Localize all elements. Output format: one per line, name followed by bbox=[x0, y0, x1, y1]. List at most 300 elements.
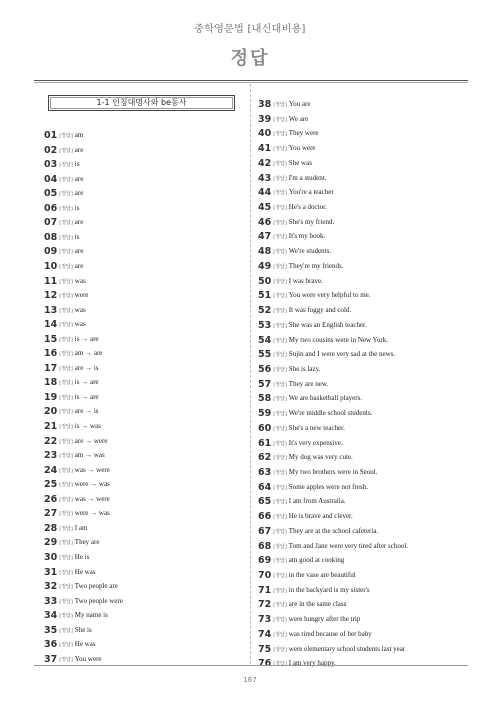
answer-item bbox=[258, 151, 312, 169]
top-rule bbox=[34, 80, 468, 81]
answer-tag: [정답] bbox=[59, 234, 73, 241]
answer-item bbox=[258, 519, 379, 537]
answer-item bbox=[44, 647, 102, 665]
answer-text: Sujin and I were very sad at the news. bbox=[288, 350, 396, 359]
answer-text: My two brothers were in Seoul. bbox=[288, 468, 378, 476]
answer-text: They are new. bbox=[288, 379, 329, 388]
answer-text: I am from Australia. bbox=[288, 497, 346, 506]
answer-text: I am very happy. bbox=[288, 659, 336, 668]
answer-item bbox=[258, 651, 336, 670]
answer-number: 24 bbox=[44, 464, 58, 476]
answer-text: was bbox=[74, 305, 86, 314]
answer-item bbox=[258, 431, 343, 449]
answer-number: 41 bbox=[258, 143, 272, 155]
answer-tag: [정답] bbox=[273, 631, 287, 638]
answer-tag: [정답] bbox=[59, 525, 73, 532]
answer-text: You were very helpful to me. bbox=[288, 291, 371, 300]
answer-text: was bbox=[74, 320, 86, 329]
answer-number: 63 bbox=[258, 467, 272, 478]
answer-item bbox=[44, 530, 100, 549]
answer-number: 21 bbox=[44, 421, 58, 432]
answer-number: 48 bbox=[258, 246, 272, 258]
answer-number: 32 bbox=[44, 581, 58, 593]
answer-number: 28 bbox=[44, 522, 58, 534]
answer-text: Two people are bbox=[74, 582, 118, 591]
answer-item bbox=[44, 239, 84, 258]
answer-item bbox=[258, 328, 388, 346]
answer-item bbox=[258, 195, 327, 214]
answer-tag: [정답] bbox=[273, 602, 287, 609]
answer-number: 51 bbox=[258, 290, 272, 302]
answer-item bbox=[44, 298, 86, 316]
answer-text: We are basketball players. bbox=[288, 394, 363, 403]
answer-text: are in the same class bbox=[288, 600, 347, 609]
answer-item bbox=[44, 414, 101, 432]
answer-tag: [정답] bbox=[59, 482, 73, 489]
answer-item bbox=[44, 269, 86, 287]
answer-number: 65 bbox=[258, 496, 272, 508]
bottom-rule bbox=[34, 665, 468, 666]
answer-text: She's my friend. bbox=[288, 217, 335, 226]
answer-text: We're students. bbox=[288, 247, 332, 256]
answer-tag: [정답] bbox=[273, 396, 287, 403]
answer-tag: [정답] bbox=[59, 322, 73, 329]
answer-item bbox=[258, 92, 311, 110]
answer-number: 30 bbox=[44, 551, 58, 563]
answer-text: He is brave and clever. bbox=[288, 512, 353, 521]
answer-tag: [정답] bbox=[273, 116, 287, 123]
answer-tag: [정답] bbox=[59, 438, 73, 445]
answer-text: Some apples were not fresh. bbox=[288, 482, 368, 491]
answer-number: 57 bbox=[258, 378, 272, 390]
answer-item bbox=[258, 210, 335, 228]
answer-text: are bbox=[74, 247, 84, 256]
answer-tag: [정답] bbox=[273, 470, 287, 476]
answer-tag: [정답] bbox=[59, 133, 73, 139]
answer-number: 69 bbox=[258, 555, 272, 567]
answer-text: were bbox=[74, 291, 89, 300]
page-title: 정답 bbox=[230, 48, 270, 69]
answer-tag: [정답] bbox=[273, 381, 287, 388]
answer-text: in the vase are beautiful bbox=[288, 571, 356, 580]
answer-number: 12 bbox=[44, 290, 58, 302]
answer-item bbox=[258, 107, 309, 125]
answer-text: am good at cooking bbox=[288, 556, 345, 565]
answer-tag: [정답] bbox=[273, 411, 287, 418]
answer-text: was bbox=[74, 276, 86, 285]
answer-number: 13 bbox=[44, 304, 58, 316]
answer-item bbox=[258, 298, 352, 317]
section-heading: 1-1 인칭대명사와 be동사 bbox=[96, 98, 187, 107]
answer-item bbox=[44, 181, 84, 200]
answer-number: 49 bbox=[258, 260, 272, 272]
answer-number: 23 bbox=[44, 450, 58, 462]
answer-tag: [정답] bbox=[59, 220, 73, 227]
answer-number: 67 bbox=[258, 525, 272, 537]
answer-tag: [정답] bbox=[59, 424, 73, 430]
answer-tag: [정답] bbox=[273, 484, 287, 491]
answer-item bbox=[258, 563, 356, 582]
answer-tag: [정답] bbox=[273, 278, 287, 285]
answer-number: 64 bbox=[258, 481, 272, 493]
answer-item bbox=[258, 607, 361, 626]
answer-item bbox=[44, 196, 80, 214]
answer-text: I am bbox=[74, 523, 88, 532]
answer-item bbox=[44, 123, 84, 141]
answer-text: My dog was very cute. bbox=[288, 453, 353, 462]
answer-text: He's a doctor. bbox=[288, 203, 327, 212]
answer-text: He is bbox=[74, 552, 90, 561]
answer-tag: [정답] bbox=[273, 646, 287, 653]
answer-text: I was brave. bbox=[288, 276, 323, 285]
answer-item bbox=[44, 152, 80, 171]
answer-item bbox=[44, 618, 92, 636]
answer-tag: [정답] bbox=[59, 467, 73, 474]
answer-number: 19 bbox=[44, 391, 58, 403]
answer-item bbox=[44, 399, 99, 418]
answer-number: 56 bbox=[258, 363, 272, 375]
answer-item bbox=[44, 210, 84, 229]
column-divider bbox=[250, 84, 251, 664]
answer-tag: [정답] bbox=[59, 162, 73, 169]
answer-tag: [정답] bbox=[59, 263, 73, 270]
answer-number: 04 bbox=[44, 173, 58, 185]
answer-number: 05 bbox=[44, 188, 58, 200]
answer-number: 35 bbox=[44, 624, 58, 636]
page-header bbox=[0, 20, 500, 70]
answer-tag: [정답] bbox=[59, 453, 73, 460]
answer-tag: [정답] bbox=[273, 337, 287, 344]
answer-number: 14 bbox=[44, 319, 58, 331]
answer-text: is → are bbox=[74, 392, 99, 401]
answer-item bbox=[44, 487, 110, 505]
answer-text: She is lazy. bbox=[288, 364, 321, 373]
answer-text: were elementary school students last year bbox=[288, 644, 406, 653]
answer-item bbox=[44, 167, 84, 185]
answer-item bbox=[258, 180, 334, 199]
answer-item bbox=[44, 327, 99, 345]
answer-number: 08 bbox=[44, 231, 58, 243]
answer-number: 36 bbox=[44, 639, 58, 651]
answer-text: She's a new teacher. bbox=[288, 423, 345, 432]
answer-number: 55 bbox=[258, 349, 272, 361]
answer-item bbox=[258, 166, 327, 184]
answer-item bbox=[44, 341, 103, 360]
answer-item bbox=[44, 429, 108, 447]
answer-tag: [정답] bbox=[59, 598, 73, 605]
answer-item bbox=[44, 472, 110, 491]
answer-text: We're middle school students. bbox=[288, 409, 373, 418]
answer-tag: [정답] bbox=[59, 351, 73, 358]
answer-number: 72 bbox=[258, 599, 272, 611]
answer-item bbox=[258, 622, 372, 640]
answer-item bbox=[258, 239, 332, 258]
answer-number: 01 bbox=[44, 130, 58, 141]
answer-text: are bbox=[74, 261, 84, 270]
answer-number: 25 bbox=[44, 479, 58, 491]
answer-number: 15 bbox=[44, 333, 58, 345]
answer-number: 43 bbox=[258, 172, 272, 184]
answer-tag: [정답] bbox=[273, 366, 287, 373]
answer-text: is bbox=[74, 232, 80, 241]
answer-item bbox=[44, 589, 123, 607]
answer-item bbox=[258, 401, 373, 420]
answer-text: She was bbox=[288, 158, 312, 167]
answer-number: 33 bbox=[44, 595, 58, 607]
answer-tag: [정답] bbox=[59, 380, 73, 387]
answer-number: 74 bbox=[258, 628, 272, 640]
answer-tag: [정답] bbox=[59, 613, 73, 620]
answer-tag: [정답] bbox=[59, 511, 73, 518]
answer-number: 34 bbox=[44, 610, 58, 622]
page-number: 167 bbox=[243, 676, 257, 684]
answer-text: is → are bbox=[74, 334, 99, 343]
answer-item bbox=[258, 460, 378, 478]
answer-tag: [정답] bbox=[59, 307, 73, 314]
answer-tag: [정답] bbox=[273, 175, 287, 182]
answer-tag: [정답] bbox=[273, 558, 287, 565]
answer-number: 20 bbox=[44, 406, 58, 418]
answer-item bbox=[44, 254, 84, 272]
answer-number: 07 bbox=[44, 217, 58, 229]
answer-item bbox=[44, 225, 80, 243]
answer-number: 45 bbox=[258, 202, 272, 214]
answer-number: 18 bbox=[44, 377, 58, 389]
answer-text: It was foggy and cold. bbox=[288, 306, 352, 315]
answer-number: 62 bbox=[258, 452, 272, 464]
answer-number: 68 bbox=[258, 540, 272, 552]
answer-number: 09 bbox=[44, 246, 58, 258]
answer-number: 38 bbox=[258, 99, 272, 110]
answer-text: They are bbox=[74, 538, 100, 547]
answer-tag: [정답] bbox=[273, 205, 287, 212]
answer-text: am bbox=[74, 131, 84, 139]
answer-number: 02 bbox=[44, 144, 58, 156]
answer-item bbox=[258, 445, 353, 464]
answer-text: Two people were bbox=[74, 596, 123, 605]
answer-tag: [정답] bbox=[59, 191, 73, 198]
answer-tag: [정답] bbox=[59, 656, 73, 663]
answer-tag: [정답] bbox=[59, 627, 73, 634]
section-heading-inner-border bbox=[50, 97, 233, 109]
answer-tag: [정답] bbox=[59, 293, 73, 300]
answer-tag: [정답] bbox=[59, 394, 73, 401]
answer-item bbox=[44, 545, 90, 563]
answer-number: 59 bbox=[258, 408, 272, 420]
answer-number: 58 bbox=[258, 393, 272, 405]
answer-text: He was bbox=[74, 567, 96, 576]
answer-number: 54 bbox=[258, 334, 272, 346]
answer-text: They're my friends. bbox=[288, 261, 344, 270]
answer-tag: [정답] bbox=[273, 293, 287, 300]
answer-number: 22 bbox=[44, 435, 58, 447]
answer-number: 73 bbox=[258, 614, 272, 626]
answer-text: Tom and Jane were very tired after school. bbox=[288, 541, 409, 550]
answer-tag: [정답] bbox=[273, 425, 287, 432]
answer-text: was → were bbox=[74, 465, 110, 474]
answer-text: am → are bbox=[74, 349, 103, 358]
answer-text: It's very expensive. bbox=[288, 438, 343, 447]
answer-text: are → is bbox=[74, 407, 99, 416]
answer-text: You were bbox=[288, 144, 316, 153]
answer-text: I'm a student. bbox=[288, 173, 327, 182]
answer-text: were hungry after the trip bbox=[288, 615, 361, 624]
answer-item bbox=[258, 342, 396, 361]
top-rule-secondary bbox=[34, 82, 468, 83]
answer-text: She is bbox=[74, 625, 92, 634]
answer-text: in the backyard is my sister's bbox=[288, 585, 370, 594]
answer-text: are bbox=[74, 189, 84, 198]
answer-text: is bbox=[74, 160, 80, 169]
answer-item bbox=[258, 357, 321, 375]
answer-tag: [정답] bbox=[273, 661, 287, 668]
answer-item bbox=[258, 489, 346, 508]
answer-number: 03 bbox=[44, 159, 58, 171]
answer-number: 11 bbox=[44, 275, 58, 287]
answer-item bbox=[44, 443, 105, 462]
answer-text: is bbox=[74, 203, 80, 212]
answer-tag: [정답] bbox=[273, 440, 287, 447]
answer-item bbox=[44, 356, 99, 374]
answer-number: 60 bbox=[258, 422, 272, 434]
answer-item bbox=[258, 386, 363, 405]
answer-tag: [정답] bbox=[59, 642, 73, 649]
answer-tag: [정답] bbox=[273, 322, 287, 329]
answer-number: 37 bbox=[44, 653, 58, 665]
book-subtitle: 중학영문법 [내신대비용] bbox=[194, 24, 306, 35]
answer-text: are bbox=[74, 174, 84, 183]
answer-tag: [정답] bbox=[273, 190, 287, 197]
answer-item bbox=[258, 592, 347, 611]
answer-tag: [정답] bbox=[273, 146, 287, 153]
answer-text: We are bbox=[288, 114, 309, 123]
answer-item bbox=[258, 475, 368, 493]
answer-number: 42 bbox=[258, 157, 272, 169]
answer-tag: [정답] bbox=[59, 147, 73, 154]
answer-tag: [정답] bbox=[273, 587, 287, 594]
answer-number: 76 bbox=[258, 658, 272, 670]
answer-text: was → were bbox=[74, 494, 110, 503]
answer-text: They are at the school cafeteria. bbox=[288, 526, 379, 535]
section-heading-box bbox=[48, 95, 235, 111]
answer-text: You were bbox=[74, 654, 102, 663]
answer-number: 10 bbox=[44, 260, 58, 272]
answer-text: is → was bbox=[74, 422, 101, 430]
answer-text: She was an English teacher. bbox=[288, 320, 367, 329]
answer-text: are bbox=[74, 145, 84, 154]
answer-text: He was bbox=[74, 640, 96, 649]
answer-number: 06 bbox=[44, 202, 58, 214]
answer-tag: [정답] bbox=[273, 219, 287, 226]
answer-item bbox=[258, 578, 370, 596]
answer-item bbox=[258, 313, 367, 331]
answer-number: 50 bbox=[258, 275, 272, 287]
answer-text: It's my book. bbox=[288, 232, 326, 241]
answer-number: 16 bbox=[44, 348, 58, 360]
answer-number: 46 bbox=[258, 216, 272, 228]
answer-text: were → was bbox=[74, 480, 110, 489]
answer-number: 27 bbox=[44, 508, 58, 520]
answer-tag: [정답] bbox=[273, 528, 287, 535]
answer-number: 75 bbox=[258, 643, 272, 655]
answer-tag: [정답] bbox=[59, 249, 73, 256]
answer-number: 40 bbox=[258, 128, 272, 140]
answer-item bbox=[44, 370, 99, 389]
answer-text: are → is bbox=[74, 363, 99, 372]
answer-item bbox=[44, 560, 96, 578]
answer-tag: [정답] bbox=[59, 336, 73, 343]
answer-tag: [정답] bbox=[273, 234, 287, 241]
answer-item bbox=[258, 283, 371, 302]
answer-item bbox=[44, 603, 108, 622]
answer-item bbox=[258, 416, 345, 434]
answer-number: 53 bbox=[258, 319, 272, 331]
answer-item bbox=[44, 574, 118, 593]
answer-tag: [정답] bbox=[273, 352, 287, 359]
answer-text: are bbox=[74, 218, 84, 227]
answer-number: 17 bbox=[44, 362, 58, 374]
answer-tag: [정답] bbox=[273, 160, 287, 167]
answer-tag: [정답] bbox=[273, 263, 287, 270]
answer-item bbox=[44, 138, 84, 156]
answer-item bbox=[258, 504, 353, 523]
answer-number: 52 bbox=[258, 305, 272, 317]
answer-tag: [정답] bbox=[59, 496, 73, 503]
answer-item bbox=[44, 312, 86, 331]
answer-tag: [정답] bbox=[59, 540, 73, 547]
answer-tag: [정답] bbox=[273, 102, 287, 108]
answer-tag: [정답] bbox=[59, 278, 73, 285]
answer-item bbox=[258, 637, 406, 655]
answer-item bbox=[44, 516, 88, 534]
answer-number: 39 bbox=[258, 113, 272, 125]
answer-text: You are bbox=[288, 100, 311, 108]
answer-tag: [정답] bbox=[273, 573, 287, 580]
answer-number: 61 bbox=[258, 437, 272, 449]
answer-item bbox=[258, 136, 316, 155]
answer-text: am → was bbox=[74, 451, 105, 460]
answer-tag: [정답] bbox=[273, 543, 287, 550]
answer-tag: [정답] bbox=[59, 205, 73, 212]
answer-item bbox=[258, 254, 344, 272]
answer-tag: [정답] bbox=[59, 569, 73, 576]
answer-tag: [정답] bbox=[59, 554, 73, 561]
answer-number: 71 bbox=[258, 584, 272, 596]
answer-tag: [정답] bbox=[59, 584, 73, 591]
answer-tag: [정답] bbox=[273, 131, 287, 138]
answer-item bbox=[44, 501, 110, 520]
answer-number: 29 bbox=[44, 537, 58, 549]
answer-tag: [정답] bbox=[273, 499, 287, 506]
answer-tag: [정답] bbox=[273, 514, 287, 521]
answer-item bbox=[44, 283, 89, 302]
answer-tag: [정답] bbox=[273, 617, 287, 624]
answer-tag: [정답] bbox=[273, 308, 287, 315]
answer-item bbox=[258, 269, 323, 287]
answer-text: My name is bbox=[74, 611, 108, 620]
answer-item bbox=[258, 121, 319, 140]
answer-item bbox=[44, 385, 99, 403]
answer-number: 66 bbox=[258, 511, 272, 523]
answer-item bbox=[258, 372, 329, 390]
answer-item bbox=[44, 632, 96, 651]
answer-number: 70 bbox=[258, 570, 272, 582]
answer-text: You're a teacher bbox=[288, 188, 334, 197]
answer-item bbox=[258, 548, 345, 567]
answer-tag: [정답] bbox=[273, 455, 287, 462]
answer-tag: [정답] bbox=[273, 249, 287, 256]
answer-number: 26 bbox=[44, 493, 58, 505]
